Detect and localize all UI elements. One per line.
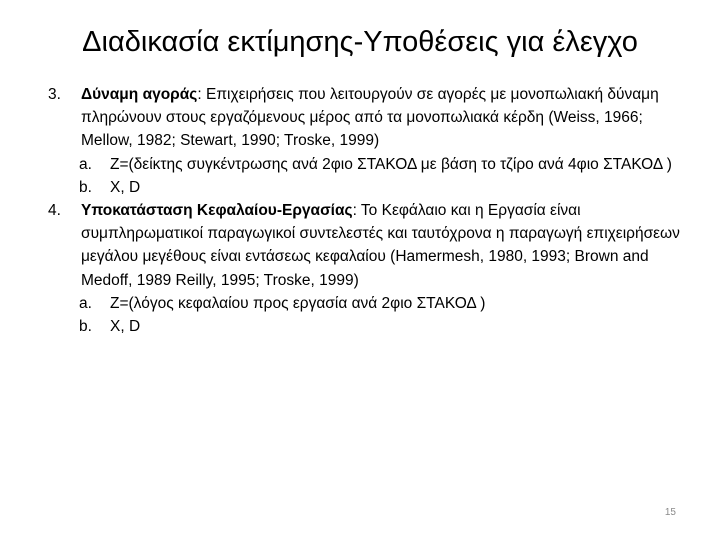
subitem (48, 153, 684, 176)
subitem (48, 176, 684, 199)
subitem-text: X, D (110, 318, 141, 336)
subitem-text: Z=(δείκτης συγκέντρωσης ανά 2φιο ΣΤΑΚΟΔ με βάση το τζίρο ανά 4φιο ΣΤΑΚΟΔ ) (110, 155, 672, 173)
item-number: 4. (48, 202, 61, 220)
item-text: : Επιχειρήσεις που λειτουργούν σε αγορές με μονοπωλιακή δύναμη πληρώνουν στους εργαζόμενους μέρος από τα μονοπωλιακά κέρδη (Weiss, 1966; Mellow, 1982; Stewart, 1990; Troske, 1999) (81, 86, 659, 150)
slide-title: Διαδικασία εκτίμησης-Υποθέσεις για έλεγχο (82, 26, 638, 58)
item-term: Υποκατάσταση Κεφαλαίου-Εργασίας (81, 202, 353, 220)
subitem-letter: a. (79, 294, 92, 312)
item-term: Δύναμη αγοράς (81, 86, 198, 103)
slide-content (48, 83, 684, 338)
item-number: 3. (48, 86, 61, 103)
page-number: 15 (664, 507, 676, 518)
list-item-capital-labor-substitution (48, 199, 684, 292)
item-text: : Το Κεφάλαιο και η Εργασία είναι συμπληρωματικοί παραγωγικοί συντελεστές και ταυτόχρονα η παραγωγή επιχειρήσεων μεγάλου μεγέθους είναι εντάσεως κεφαλαίου (Hamermesh, 1980, 1993; Brown and Medoff, 1989 Reilly, 1995; Troske, 1999) (81, 202, 680, 289)
subitem-letter: b. (79, 318, 92, 336)
subitem-text: X, D (110, 178, 141, 196)
subitem (48, 315, 684, 338)
subitem (48, 292, 684, 315)
subitem-text: Z=(λόγος κεφαλαίου προς εργασία ανά 2φιο ΣΤΑΚΟΔ ) (110, 294, 486, 312)
subitem-letter: a. (79, 155, 92, 173)
list-item-market-power (48, 83, 684, 153)
subitem-letter: b. (79, 178, 92, 196)
